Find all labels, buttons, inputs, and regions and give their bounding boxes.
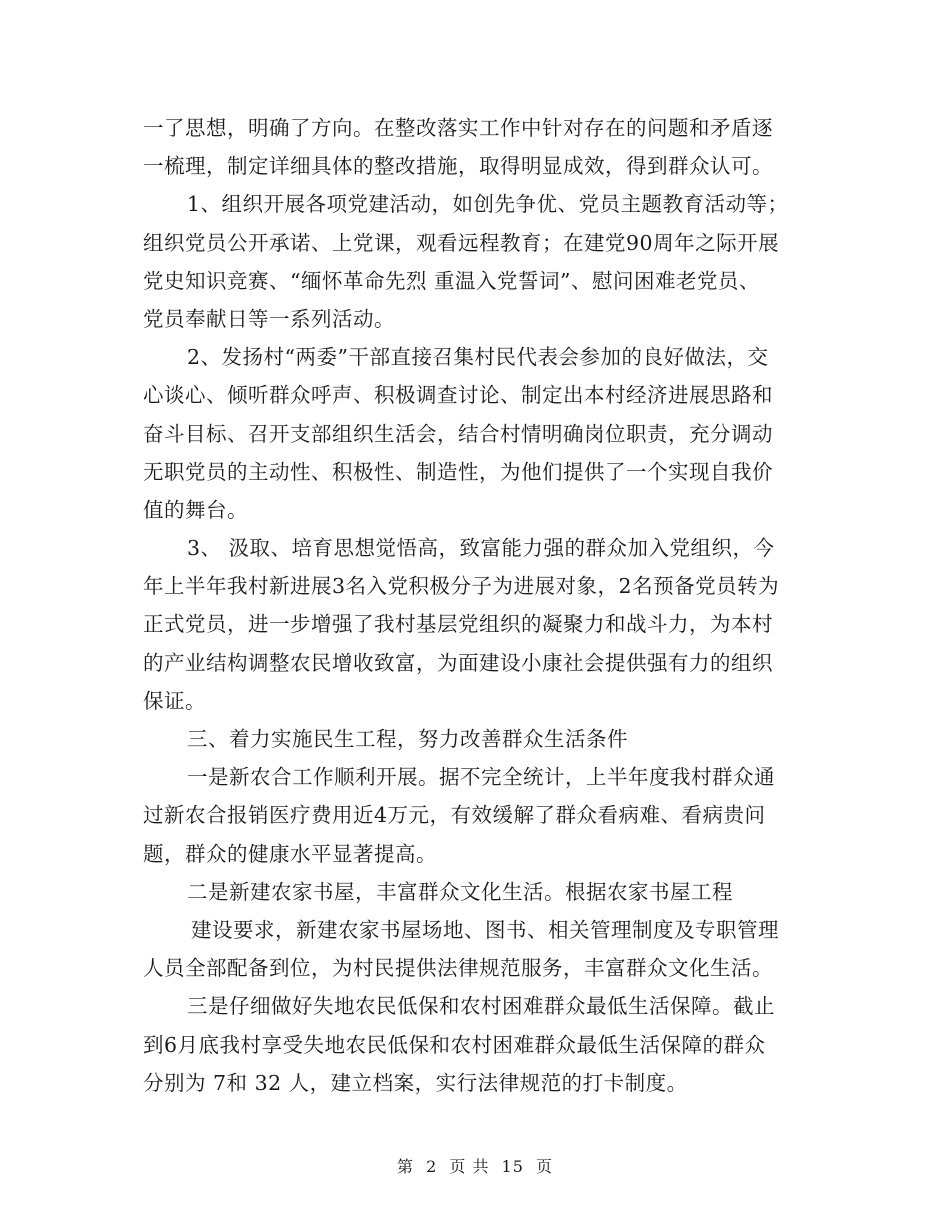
text-line: 到6月底我村享受失地农民低保和农村困难群众最低生活保障的群众 xyxy=(143,1032,766,1057)
text-line: 过新农合报销医疗费用近4万元，有效缓解了群众看病难、看病贵问 xyxy=(143,803,766,828)
section-heading: 三、着力实施民生工程，努力改善群众生活条件 xyxy=(187,727,628,751)
paragraph-start-line: 1、组织开展各项党建活动，如创先争优、党员主题教育活动等； xyxy=(187,192,789,217)
text-line: 党史知识竞赛、“缅怀革命先烈 重温入党誓词”、慰问困难老党员、 xyxy=(143,268,760,293)
text-line: 分别为 7和 32 人，建立档案，实行法律规范的打卡制度。 xyxy=(143,1070,688,1095)
paragraph-start-line: 一是新农合工作顺利开展。据不完全统计，上半年度我村群众通 xyxy=(187,765,775,790)
page-footer xyxy=(0,1154,950,1177)
text-line: 一了思想，明确了方向。在整改落实工作中针对存在的问题和矛盾逐 xyxy=(143,116,773,140)
text-line: 保证。 xyxy=(143,688,206,713)
paragraph-start-line: 2、发扬村“两委”干部直接召集村民代表会参加的良好做法，交 xyxy=(187,345,769,370)
current-page-number: 2 xyxy=(426,1157,438,1176)
total-pages-number: 15 xyxy=(501,1157,524,1176)
paragraph-start-line: 二是新建农家书屋，丰富群众文化生活。根据农家书屋工程 xyxy=(187,879,733,904)
text-line: 奋斗目标、召开支部组织生活会，结合村情明确岗位职责，充分调动 xyxy=(143,421,773,446)
text-line: 心谈心、倾听群众呼声、积极调查讨论、制定出本村经济进展思路和 xyxy=(143,383,773,408)
document-body xyxy=(143,109,808,1102)
text-line: 一梳理，制定详细具体的整改措施，取得明显成效，得到群众认可。 xyxy=(143,154,773,179)
paragraph-start-line: 3、 汲取、培育思想觉悟高，致富能力强的群众加入党组织，今 xyxy=(187,536,775,561)
text-line: 年上半年我村新进展3名入党积极分子为进展对象，2名预备党员转为 xyxy=(143,574,780,599)
text-line: 党员奉献日等一系列活动。 xyxy=(143,306,395,331)
text-line: 正式党员，进一步增强了我村基层党组织的凝聚力和战斗力，为本村 xyxy=(143,612,773,637)
paragraph-start-line: 三是仔细做好失地农民低保和农村困难群众最低生活保障。截止 xyxy=(187,994,775,1019)
text-line: 人员全部配备到位，为村民提供法律规范服务，丰富群众文化生活。 xyxy=(143,956,773,981)
footer-suffix: 页 xyxy=(536,1157,554,1176)
text-line: 无职党员的主动性、积极性、制造性，为他们提供了一个实现自我价 xyxy=(143,459,773,484)
text-line: 的产业结构调整农民增收致富，为面建设小康社会提供强有力的组织 xyxy=(143,650,773,675)
text-line: 组织党员公开承诺、上党课，观看远程教育；在建党90周年之际开展 xyxy=(143,230,780,255)
paragraph-start-line: 建设要求，新建农家书屋场地、图书、相关管理制度及专职管理 xyxy=(191,917,779,942)
text-line: 值的舞台。 xyxy=(143,497,248,522)
footer-prefix: 第 xyxy=(396,1157,414,1176)
footer-middle: 页 共 xyxy=(449,1157,490,1176)
text-line: 题，群众的健康水平显著提高。 xyxy=(143,841,437,866)
